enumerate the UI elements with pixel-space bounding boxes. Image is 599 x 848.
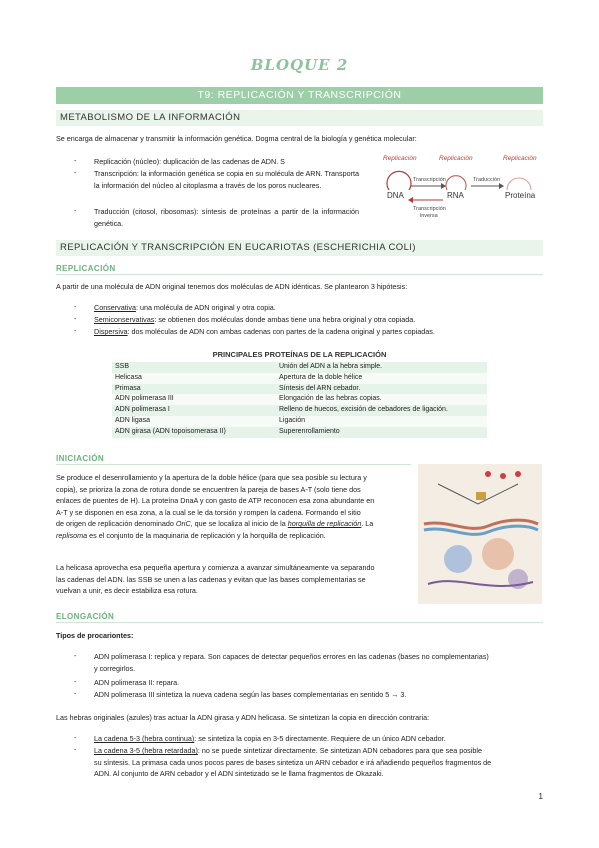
- rna-replication-loop: [446, 176, 466, 190]
- bullet-dash: -: [74, 733, 77, 742]
- table-row: ADN polimerasa III Elongación de las hebras copias.: [112, 394, 487, 405]
- reverse-transcription-label: Transcripción: [413, 206, 446, 212]
- table-row: ADN girasa (ADN topoisomerasa II) Superenrollamiento: [112, 427, 487, 438]
- paragraph-iniciacion-1: Se produce el desenrollamiento y la apertura de la doble hélice (para que sea posible su lectura y copia), se prioriza la zona de rotura donde se encuentren la pareja de bases A-T (solo tiene dos enlaces de puentes de H). La proteína DnaA y con gasto de ATP reconocen esa zona abundante en A-T y se disponen en esa zona, a la cual se le da torsión y rompen la cadena. Formando el sitio de origen de replicación denominado OriC, que se localiza al inicio de la horquilla de replicación. La replisoma es el conjunto de la maquinaria de replicación y la horquilla de replicación.: [56, 473, 375, 540]
- list-item: Replicación (núcleo): duplicación de las cadenas de ADN. S: [94, 157, 285, 166]
- subheading-elongacion: ELONGACIÓN: [56, 610, 543, 623]
- list-item: Transcripción: la información genética se copia en su molécula de ARN. Transporta la información del núcleo al citoplasma a través de los poros nucleares.: [94, 169, 360, 190]
- subheading-iniciacion: INICIACIÓN: [56, 452, 411, 465]
- polymerase-item: ADN polimerasa III sintetiza la nueva cadena según las bases complementarias en sentido 5 → 3.: [94, 690, 407, 699]
- bullet-dash: -: [74, 156, 77, 165]
- bullet-dash: -: [74, 745, 77, 754]
- replication-label-dna: Replicación: [383, 155, 417, 162]
- polymerase-item: ADN polimerasa I: replica y repara. Son capaces de detectar pequeños errores en las cadenas (bases no complementarias) y corregirlos.: [94, 652, 489, 673]
- hypothesis-item: Semiconservativas: se obtienen dos moléculas donde ambas tiene una hebra original y otra copiada.: [94, 315, 416, 324]
- table-title: PRINCIPALES PROTEÍNAS DE LA REPLICACIÓN: [212, 350, 387, 359]
- paragraph-hebras: Las hebras originales (azules) tras actuar la ADN girasa y ADN helicasa. Se sintetizan la copia en dirección contraria:: [56, 713, 430, 722]
- table-row: SSB Unión del ADN a la hebra simple.: [112, 362, 487, 373]
- bullet-dash: -: [74, 314, 77, 323]
- hypothesis-item: Conservativa: una molécula de ADN original y otra copia.: [94, 303, 276, 312]
- replication-fork-illustration: [418, 464, 542, 604]
- bullet-dash: -: [74, 206, 77, 215]
- transcription-label: Transcripción: [413, 177, 446, 183]
- bullet-dash: -: [74, 168, 77, 177]
- table-row: Helicasa Apertura de la doble hélice: [112, 373, 487, 384]
- table-row: Primasa Síntesis del ARN cebador.: [112, 384, 487, 395]
- protein-label: Proteína: [505, 191, 536, 200]
- bullet-dash: -: [74, 677, 77, 686]
- bullet-dash: -: [74, 326, 77, 335]
- proteins-table: [112, 362, 487, 438]
- paragraph-replicacion: A partir de una molécula de ADN original tenemos dos moléculas de ADN idénticas. Se plantearon 3 hipótesis:: [56, 282, 408, 291]
- strand-item: La cadena 3-5 (hebra retardada): no se puede sintetizar directamente. Se sintetizan ADN cebadores para que sea posible su síntesis. La primasa cada unos pocos pares de bases sintetiza un ARN cebador e irá añadiendo pequeños fragmentos de ADN. Al conjunto de ARN cebador y el ADN sintetizado se le llama fragmentos de Okazaki.: [94, 746, 492, 778]
- page-number: 1: [538, 792, 543, 801]
- replication-label-rna: Replicación: [439, 155, 473, 162]
- paragraph-iniciacion-2: La helicasa aprovecha esa pequeña apertura y comienza a avanzar simultáneamente va separando las cadenas del ADN. las SSB se unen a las cadenas y evitan que las bases complementarias se vuelvan a unir, es decir estabiliza esa rotura.: [56, 563, 375, 595]
- bullet-dash: -: [74, 689, 77, 698]
- topic-banner: T9: REPLICACIÓN Y TRANSCRIPCIÓN: [56, 87, 543, 104]
- bullet-dash: -: [74, 651, 77, 660]
- subheading-replicacion: REPLICACIÓN: [56, 262, 543, 275]
- section-heading-replicacion: REPLICACIÓN Y TRANSCRIPCIÓN EN EUCARIOTAS (ESCHERICHIA COLI): [56, 240, 543, 256]
- translation-label: Traducción: [473, 177, 501, 183]
- central-dogma-diagram: [375, 150, 547, 240]
- protein-replication-loop: [507, 178, 531, 190]
- section-heading-metabolismo: METABOLISMO DE LA INFORMACIÓN: [56, 110, 543, 126]
- table-row: ADN polimerasa I Relleno de huecos, excisión de cebadores de ligación.: [112, 405, 487, 416]
- block-title: BLOQUE 2: [250, 56, 349, 74]
- dna-label: DNA: [387, 191, 404, 200]
- table-row: ADN ligasa Ligación: [112, 416, 487, 427]
- list-item: Traducción (citosol, ribosomas): síntesis de proteínas a partir de la información genética.: [94, 207, 359, 228]
- paragraph-tipos: Tipos de procariontes:: [56, 631, 134, 640]
- reverse-transcription-label-2: inversa: [420, 213, 438, 219]
- polymerase-item: ADN polimerasa II: repara.: [94, 678, 180, 687]
- replication-label-protein: Replicación: [503, 155, 537, 162]
- dna-replication-loop: [387, 171, 411, 190]
- bullet-dash: -: [74, 302, 77, 311]
- rna-label: RNA: [447, 191, 464, 200]
- strand-item: La cadena 5-3 (hebra continua): se sintetiza la copia en 3-5 directamente. Requiere de un único ADN cebador.: [94, 734, 446, 743]
- paragraph-intro: Se encarga de almacenar y transmitir la información genética. Dogma central de la biología y genética molecular:: [56, 134, 417, 143]
- hypothesis-item: Dispersiva: dos moléculas de ADN con ambas cadenas con partes de la cadena original y partes copiadas.: [94, 327, 435, 336]
